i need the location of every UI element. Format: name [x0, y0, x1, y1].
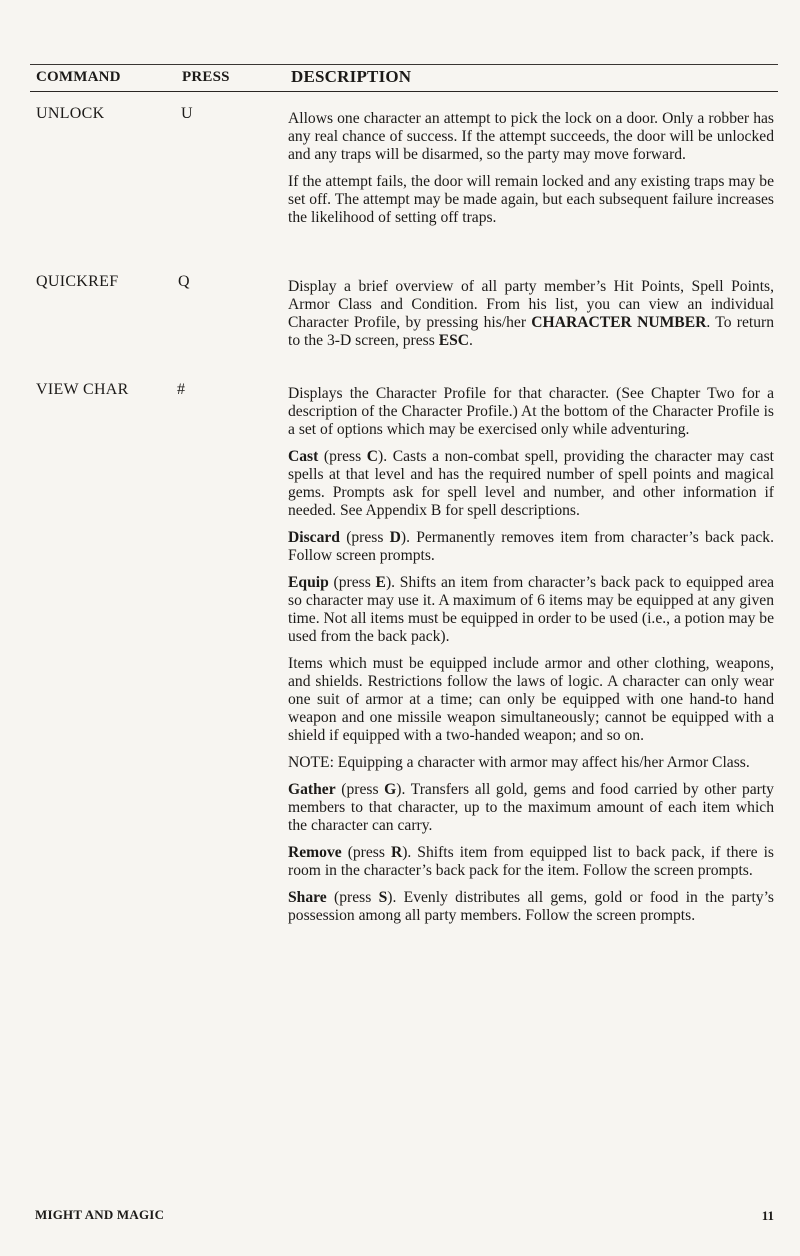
- text-run: Display a brief overview of all party member’s Hit Points, Spell Points, Armor Class and Condition. From his list, you can view an individual Character Profile, by pressing his/her: [288, 278, 774, 331]
- text-run: . To return to the 3-D screen, press: [288, 314, 774, 349]
- bold-term: E: [375, 574, 386, 591]
- description-paragraph: [288, 655, 774, 745]
- command-key: Q: [178, 273, 190, 290]
- command-description: [288, 385, 774, 934]
- bold-term: Discard: [288, 529, 340, 546]
- header-top-rule: [30, 64, 778, 65]
- bold-term: Equip: [288, 574, 329, 591]
- bold-term: R: [390, 844, 403, 861]
- bold-term: C: [366, 448, 379, 465]
- description-paragraph: [288, 173, 774, 227]
- bold-term: Remove: [288, 844, 342, 861]
- description-paragraph: [288, 278, 774, 350]
- text-run: ). Evenly distributes all gems, gold or food in the party’s possession among all party members. Follow the screen prompts.: [288, 889, 774, 924]
- command-name: UNLOCK: [36, 105, 105, 122]
- command-key: #: [177, 381, 186, 398]
- text-run: (press: [339, 529, 390, 546]
- bold-term: S: [378, 889, 388, 906]
- header-bottom-rule: [30, 91, 778, 92]
- description-paragraph: [288, 448, 774, 520]
- bold-term: ESC: [438, 332, 470, 349]
- text-run: Items which must be equipped include armor and other clothing, weapons, and shields. Restrictions follow the laws of logic. A character can only wear one suit of armor at a time; can only be equipped with one hand-to hand weapon and one missile weapon simultaneously; cannot be equipped with a shield if equipped with a two-handed weapon; and so on.: [288, 655, 774, 744]
- text-run: If the attempt fails, the door will remain locked and any existing traps may be set off. The attempt may be made again, but each subsequent failure increases the likelihood of setting off traps.: [288, 173, 774, 226]
- column-header-description: DESCRIPTION: [291, 67, 412, 86]
- text-run: .: [469, 332, 473, 349]
- command-name: QUICKREF: [36, 273, 119, 290]
- command-key: U: [181, 105, 193, 122]
- description-paragraph: [288, 574, 774, 646]
- command-description: [288, 110, 774, 236]
- text-run: Displays the Character Profile for that character. (See Chapter Two for a description of the Character Profile.) At the bottom of the Character Profile is a set of options which may be exercised only while adventuring.: [288, 385, 774, 438]
- description-paragraph: [288, 110, 774, 164]
- description-paragraph: [288, 889, 774, 925]
- description-paragraph: [288, 844, 774, 880]
- description-paragraph: [288, 529, 774, 565]
- description-paragraph: [288, 781, 774, 835]
- column-header-command: COMMAND: [36, 69, 121, 85]
- bold-term: Cast: [288, 448, 319, 465]
- bold-term: G: [384, 781, 397, 798]
- text-run: ). Shifts item from equipped list to back pack, if there is room in the character’s back pack for the item. Follow the screen prompts.: [288, 844, 774, 879]
- text-run: ). Casts a non-combat spell, providing the character may cast spells at that level and has the required number of spell points and magical gems. Prompts ask for spell level and number, and other information if needed. See Appendix B for spell descriptions.: [288, 448, 774, 519]
- command-name: VIEW CHAR: [36, 381, 129, 398]
- text-run: NOTE: Equipping a character with armor may affect his/her Armor Class.: [288, 754, 750, 771]
- bold-term: Gather: [288, 781, 336, 798]
- text-run: Allows one character an attempt to pick the lock on a door. Only a robber has any real chance of success. If the attempt succeeds, the door will be unlocked and any traps will be disarmed, so the party may move forward.: [288, 110, 774, 163]
- text-run: ). Permanently removes item from character’s back pack. Follow screen prompts.: [288, 529, 774, 564]
- text-run: (press: [335, 781, 385, 798]
- column-header-press: PRESS: [182, 69, 230, 85]
- text-run: ). Transfers all gold, gems and food carried by other party members to that character, up to the maximum amount of each item which the character can carry.: [288, 781, 774, 834]
- footer-book-title: MIGHT AND MAGIC: [35, 1207, 165, 1222]
- bold-term: Share: [288, 889, 327, 906]
- text-run: (press: [318, 448, 367, 465]
- bold-term: CHARACTER NUMBER: [531, 314, 707, 331]
- page-number: 11: [761, 1208, 774, 1223]
- description-paragraph: [288, 385, 774, 439]
- bold-term: D: [389, 529, 401, 546]
- command-description: [288, 278, 774, 359]
- text-run: (press: [341, 844, 391, 861]
- text-run: (press: [328, 574, 376, 591]
- description-paragraph: [288, 754, 774, 772]
- text-run: ). Shifts an item from character’s back pack to equipped area so character may use it. A maximum of 6 items may be equipped at any given time. Not all items must be equipped in order to be used (i.e., a potion may be used from the back pack).: [288, 574, 774, 645]
- text-run: (press: [326, 889, 379, 906]
